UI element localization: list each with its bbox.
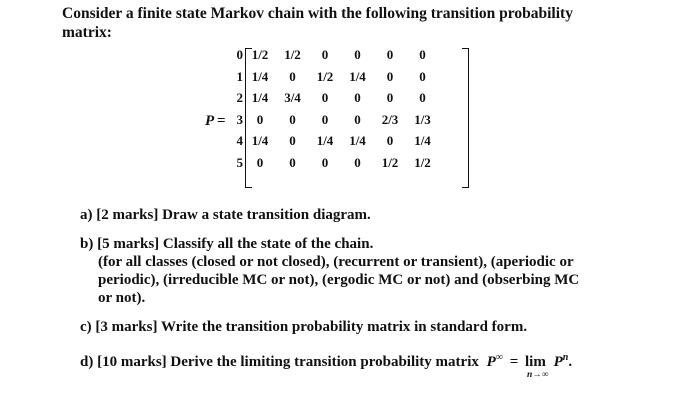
- matrix-cell: 0: [419, 68, 426, 84]
- matrix-cell: 0: [386, 133, 394, 148]
- matrix-cell: 1/4: [349, 133, 366, 148]
- matrix-row-label: 1: [236, 68, 243, 84]
- matrix-cell: 0: [419, 90, 426, 105]
- matrix-cell: 0: [256, 154, 264, 170]
- question-d: d) [10 marks] Derive the limiting transition probability matrix P∞ = lim n→∞ $P^n$.: [80, 352, 573, 380]
- question-a: a) [2 marks] Draw a state transition diagram.: [80, 207, 371, 223]
- matrix-cell: 0: [289, 154, 296, 170]
- matrix-row-label: 4: [236, 133, 243, 148]
- matrix-cell: 1/4: [251, 133, 269, 148]
- matrix-cell: 1/4: [316, 133, 334, 148]
- question-b-line3: periodic), (irreducible MC or not), (ergodic MC or not) and (obserbing MC: [98, 272, 580, 288]
- matrix-label: P: [205, 113, 215, 129]
- matrix-row-label: 0: [236, 47, 243, 62]
- matrix-cell: 0: [354, 111, 361, 127]
- matrix-cell: 1/2: [251, 47, 269, 62]
- question-d-text: d) [10 marks] Derive the limiting transition probability matrix: [80, 354, 479, 370]
- matrix-cell: 0: [354, 154, 361, 170]
- matrix-cell: 1/4: [251, 90, 269, 105]
- matrix-cell: 0: [289, 111, 296, 127]
- matrix-cell: 0: [386, 47, 394, 62]
- matrix-cell: 1/4: [251, 68, 269, 84]
- matrix-cell: 0: [256, 111, 264, 127]
- matrix-row-label: 3: [236, 111, 243, 127]
- matrix-cell: 0: [386, 90, 394, 105]
- matrix-cell: 0: [289, 133, 296, 148]
- matrix-cell: 1/4: [349, 68, 366, 84]
- problem-intro-line2: matrix:: [62, 24, 112, 41]
- matrix-cell: 0: [354, 47, 361, 62]
- matrix-cell: 1/2: [284, 47, 301, 62]
- matrix-cell: 3/4: [284, 90, 301, 105]
- matrix-cell: 0: [321, 111, 329, 127]
- matrix-cell: 0: [321, 47, 329, 62]
- matrix-right-bracket: [462, 48, 469, 188]
- matrix-cell: 0: [321, 154, 329, 170]
- question-b-line2: (for all classes (closed or not closed), (recurrent or transient), (aperiodic or: [98, 254, 574, 270]
- lim-operator: lim n→∞: [525, 354, 549, 380]
- matrix-cell: 1/2: [316, 68, 334, 84]
- matrix-row-label: 5: [236, 154, 243, 170]
- matrix-cell: 0: [419, 47, 426, 62]
- matrix-cell: 0: [289, 68, 296, 84]
- matrix-cell: 1/2: [381, 154, 399, 170]
- equals-sign: =: [509, 354, 519, 370]
- matrix-cell: 1/4: [414, 133, 431, 148]
- question-b-line4: or not).: [98, 290, 146, 306]
- matrix-cell: 2/3: [381, 111, 399, 127]
- problem-intro-line1: Consider a finite state Markov chain with the following transition probability: [62, 5, 573, 22]
- question-b-line1: b) [5 marks] Classify all the state of the chain.: [80, 236, 374, 252]
- p-n: $P^n$: [553, 352, 569, 370]
- matrix-row-label: 2: [236, 90, 243, 105]
- matrix-cell: 0: [354, 90, 361, 105]
- matrix-cell: 0: [321, 90, 329, 105]
- p-infinity: P∞: [486, 352, 503, 370]
- matrix-cell: 1/3: [414, 111, 431, 127]
- lim-subscript: n→∞: [527, 370, 549, 380]
- question-c: c) [3 marks] Write the transition probability matrix in standard form.: [80, 319, 528, 335]
- matrix-equals: =: [217, 113, 226, 129]
- matrix-cell: 1/2: [414, 154, 431, 170]
- matrix-cell: 0: [386, 68, 394, 84]
